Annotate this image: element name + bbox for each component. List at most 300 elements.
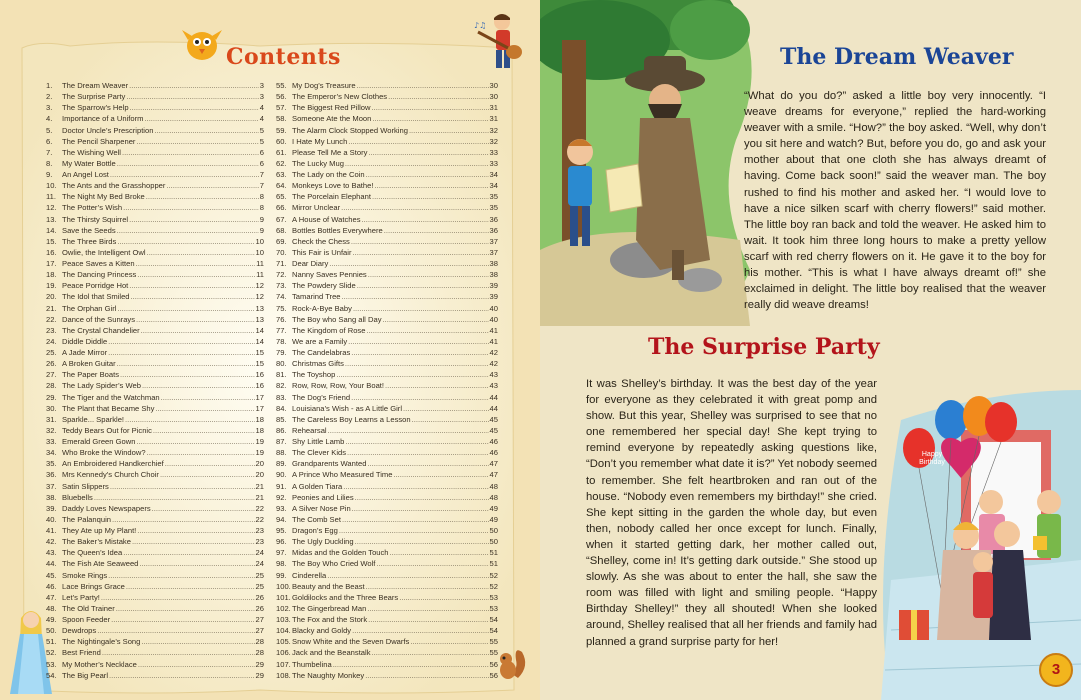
toc-entry <box>46 469 264 480</box>
toc-entry-number: 59. <box>276 125 287 135</box>
toc-entry-number: 22. <box>46 314 57 324</box>
toc-entry-number: 21. <box>46 303 57 313</box>
toc-entry-title: Daddy Loves Newspapers <box>62 503 151 513</box>
toc-entry <box>46 636 264 647</box>
toc-entry <box>46 481 264 492</box>
toc-entry-title: A Jade Mirror <box>62 348 108 357</box>
toc-leader-dots <box>352 625 488 636</box>
toc-entry-page: 34 <box>489 181 498 191</box>
toc-entry-page: 11 <box>256 259 264 268</box>
toc-entry-title: The Orphan Girl <box>62 303 117 313</box>
toc-entry-number: 29. <box>46 392 57 402</box>
toc-leader-dots <box>102 647 255 658</box>
toc-entry-page: 48 <box>489 481 498 491</box>
toc-entry <box>276 325 498 336</box>
toc-entry-title: The Dog’s Friend <box>292 392 351 402</box>
toc-entry-title: The Sparrow’s Help <box>62 103 129 113</box>
toc-leader-dots <box>372 102 489 113</box>
toc-leader-dots <box>122 147 259 158</box>
toc-leader-dots <box>357 280 489 291</box>
toc-entry-number: 105. <box>276 637 291 647</box>
toc-entry-title: Tamarind Tree <box>292 292 341 302</box>
toc-leader-dots <box>126 91 258 102</box>
toc-leader-dots <box>166 180 258 191</box>
toc-leader-dots <box>365 670 488 681</box>
toc-entry <box>276 536 498 547</box>
toc-entry-number: 97. <box>276 548 287 558</box>
toc-entry-page: 11 <box>256 270 264 280</box>
toc-entry-number: 2. <box>46 92 53 102</box>
toc-entry-page: 30 <box>489 92 498 102</box>
toc-entry-number: 37. <box>46 481 57 491</box>
toc-entry <box>46 614 264 625</box>
toc-entry-title: The Powdery Slide <box>292 281 356 291</box>
toc-leader-dots <box>345 358 489 369</box>
toc-entry-title: They Ate up My Plant! <box>62 526 137 535</box>
toc-entry <box>46 180 264 191</box>
toc-entry-number: 40. <box>46 514 57 524</box>
toc-entry-title: Check the Chess <box>292 236 350 246</box>
toc-entry <box>46 347 264 358</box>
toc-entry-page: 53 <box>489 592 498 602</box>
toc-entry-number: 62. <box>276 158 287 168</box>
toc-entry-number: 100. <box>276 581 291 591</box>
toc-entry <box>46 158 264 169</box>
toc-entry <box>276 202 498 213</box>
toc-leader-dots <box>368 269 489 280</box>
toc-entry <box>46 380 264 391</box>
toc-entry-page: 39 <box>489 292 498 302</box>
toc-entry-title: The Potter’s Wish <box>62 203 123 213</box>
toc-leader-dots <box>97 625 254 636</box>
toc-entry-title: We are a Family <box>292 336 348 346</box>
toc-entry-page: 42 <box>489 348 498 357</box>
toc-leader-dots <box>101 592 255 603</box>
toc-entry-page: 50 <box>489 537 498 547</box>
toc-entry <box>276 80 498 91</box>
toc-entry-number: 13. <box>46 214 57 224</box>
toc-entry-title: My Dog’s Treasure <box>292 81 356 90</box>
toc-leader-dots <box>390 547 489 558</box>
toc-entry-page: 7 <box>259 170 264 179</box>
toc-leader-dots <box>155 403 254 414</box>
toc-leader-dots <box>152 503 255 514</box>
toc-entry <box>46 425 264 436</box>
toc-entry-number: 14. <box>46 225 57 235</box>
toc-entry-title: Please Tell Me a Story <box>292 147 368 157</box>
toc-entry-number: 5. <box>46 125 53 135</box>
toc-entry <box>46 202 264 213</box>
toc-entry-page: 16 <box>255 381 264 391</box>
toc-leader-dots <box>410 636 488 647</box>
toc-entry <box>46 447 264 458</box>
toc-leader-dots <box>352 503 489 514</box>
toc-leader-dots <box>125 414 255 425</box>
toc-entry-page: 37 <box>489 236 498 246</box>
toc-entry-number: 36. <box>46 470 57 480</box>
toc-entry-number: 8. <box>46 158 53 168</box>
toc-leader-dots <box>348 336 488 347</box>
toc-entry-number: 84. <box>276 403 287 413</box>
toc-leader-dots <box>117 303 254 314</box>
toc-entry <box>46 503 264 514</box>
toc-entry-page: 56 <box>489 670 498 680</box>
toc-leader-dots <box>153 425 255 436</box>
toc-entry-number: 20. <box>46 292 57 302</box>
toc-leader-dots <box>110 481 255 492</box>
toc-entry-title: Peace Saves a Kitten <box>62 259 135 268</box>
toc-entry <box>46 403 264 414</box>
toc-leader-dots <box>333 659 489 670</box>
toc-entry <box>276 603 498 614</box>
toc-entry-page: 48 <box>489 492 498 502</box>
toc-leader-dots <box>129 280 254 291</box>
toc-entry-page: 45 <box>489 425 498 435</box>
toc-leader-dots <box>117 236 254 247</box>
toc-entry-title: My Mother’s Necklace <box>62 659 137 669</box>
toc-leader-dots <box>146 191 259 202</box>
toc-leader-dots <box>385 380 489 391</box>
toc-entry <box>276 236 498 247</box>
toc-entry <box>46 558 264 569</box>
toc-entry-page: 18 <box>255 414 264 424</box>
page-number-badge: 3 <box>1039 653 1073 687</box>
toc-leader-dots <box>342 514 489 525</box>
toc-leader-dots <box>342 291 489 302</box>
toc-entry-number: 83. <box>276 392 287 402</box>
toc-entry <box>46 525 264 536</box>
toc-entry <box>276 425 498 436</box>
toc-entry-title: Lace Brings Grace <box>62 581 125 591</box>
toc-leader-dots <box>108 347 254 358</box>
toc-entry-page: 21 <box>255 492 264 502</box>
toc-entry-number: 86. <box>276 425 287 435</box>
toc-entry <box>46 603 264 614</box>
toc-entry-title: The Boy Who Cried Wolf <box>292 559 376 569</box>
toc-entry-number: 4. <box>46 114 53 124</box>
toc-entry <box>276 592 498 603</box>
contents-page <box>0 0 540 700</box>
toc-entry-page: 25 <box>255 581 264 591</box>
toc-entry <box>276 514 498 525</box>
toc-entry-number: 104. <box>276 626 291 636</box>
toc-entry-page: 54 <box>489 615 498 624</box>
toc-entry-number: 28. <box>46 381 57 391</box>
toc-entry-page: 46 <box>489 437 498 446</box>
toc-entry-number: 55. <box>276 81 287 90</box>
toc-entry <box>46 191 264 202</box>
toc-entry-number: 24. <box>46 336 57 346</box>
toc-entry-title: The Baker’s Mistake <box>62 537 131 547</box>
toc-leader-dots <box>147 447 255 458</box>
toc-entry-title: The Lady on the Coin <box>292 170 365 179</box>
toc-entry-page: 8 <box>259 203 264 213</box>
toc-entry-title: The Night My Bed Broke <box>62 192 145 202</box>
toc-entry <box>276 125 498 136</box>
toc-leader-dots <box>353 303 489 314</box>
toc-leader-dots <box>327 570 488 581</box>
toc-entry <box>46 492 264 503</box>
contents-title: Contents <box>226 44 341 70</box>
toc-entry <box>46 581 264 592</box>
story1-text: “What do you do?” asked a little boy very innocently. “I weave dreams for everyone,” replied the hard-working weaver with a smile. “How?” the boy asked. “Well, why don’t you sit here and watch? But, before you do, go and ask your mother about that one cloth she has always dreamt of having. Come back soon!” said the weaver man. The boy rushed to find his mother and asked her. “I would love to have a nice silken scarf with cherry flowers!” said mother. The little boy ran back and told the weaver. He asked him to wait. It took him three long hours to make a pretty yellow scarf with red cherry flowers on it. He gave it to the boy for his mother. “This is what I have always dreamt of!” she exclaimed in delight. The little boy realised that the weaver really did weave dreams! <box>744 90 1046 312</box>
toc-entry <box>276 670 498 681</box>
toc-entry <box>276 403 498 414</box>
toc-entry-title: The Dream Weaver <box>62 81 129 90</box>
toc-entry-title: Sparkle... Sparkle! <box>62 414 125 424</box>
toc-leader-dots <box>144 113 258 124</box>
toc-entry <box>46 414 264 425</box>
toc-entry-number: 96. <box>276 537 287 547</box>
toc-entry <box>46 80 264 91</box>
toc-leader-dots <box>139 558 254 569</box>
toc-entry-number: 26. <box>46 359 57 369</box>
toc-entry-number: 9. <box>46 170 53 179</box>
toc-entry-title: The Ants and the Grasshopper <box>62 181 166 191</box>
toc-entry-title: The Fish Ate Seaweed <box>62 559 139 569</box>
toc-entry-page: 33 <box>489 158 498 168</box>
toc-leader-dots <box>154 125 258 136</box>
toc-entry <box>276 347 498 358</box>
toc-entry <box>276 636 498 647</box>
toc-leader-dots <box>136 136 258 147</box>
toc-entry-page: 25 <box>255 570 264 580</box>
toc-entry-number: 88. <box>276 448 287 458</box>
toc-leader-dots <box>366 169 489 180</box>
toc-leader-dots <box>355 492 489 503</box>
toc-entry-title: The Thirsty Squirrel <box>62 214 129 224</box>
toc-entry <box>276 102 498 113</box>
toc-entry-title: The Porcelain Elephant <box>292 192 371 202</box>
toc-leader-dots <box>137 269 255 280</box>
toc-entry <box>276 225 498 236</box>
toc-entry-page: 10 <box>255 247 264 257</box>
toc-entry-page: 13 <box>255 303 264 313</box>
toc-entry-title: The Careless Boy Learns a Lesson <box>292 414 411 424</box>
toc-entry-number: 11. <box>46 192 56 202</box>
toc-entry-page: 16 <box>255 370 264 380</box>
toc-leader-dots <box>142 380 255 391</box>
toc-entry-page: 28 <box>255 648 264 658</box>
toc-entry-page: 3 <box>259 92 264 102</box>
toc-entry-number: 95. <box>276 526 287 535</box>
toc-entry-page: 23 <box>255 526 264 535</box>
toc-leader-dots <box>120 369 255 380</box>
dream-weaver-illustration <box>540 0 770 330</box>
toc-entry <box>46 169 264 180</box>
toc-entry <box>276 180 498 191</box>
toc-entry <box>46 247 264 258</box>
toc-entry-title: A Prince Who Measured Time <box>292 470 393 480</box>
toc-entry <box>276 214 498 225</box>
toc-entry-page: 14 <box>255 325 264 335</box>
toc-entry-title: Let’s Party! <box>62 592 100 602</box>
toc-entry-number: 27. <box>46 370 57 380</box>
toc-entry-page: 39 <box>489 281 498 291</box>
toc-entry-number: 91. <box>276 481 287 491</box>
toc-entry-title: Who Broke the Window? <box>62 448 146 458</box>
toc-leader-dots <box>388 91 488 102</box>
toc-leader-dots <box>393 469 488 480</box>
toc-entry-number: 65. <box>276 192 287 202</box>
toc-entry <box>276 481 498 492</box>
toc-entry <box>276 492 498 503</box>
toc-entry-number: 93. <box>276 503 287 513</box>
toc-entry-title: A House of Watches <box>292 214 361 224</box>
toc-entry-page: 52 <box>489 581 498 591</box>
toc-entry <box>276 447 498 458</box>
toc-entry-number: 73. <box>276 281 287 291</box>
toc-entry-page: 35 <box>489 203 498 213</box>
toc-entry-page: 33 <box>489 147 498 157</box>
toc-entry-number: 92. <box>276 492 287 502</box>
toc-entry <box>46 436 264 447</box>
toc-leader-dots <box>160 469 255 480</box>
toc-entry-number: 106. <box>276 648 291 658</box>
contents-column-1 <box>46 80 264 681</box>
toc-entry-number: 102. <box>276 603 291 613</box>
toc-entry <box>46 125 264 136</box>
toc-entry-title: Dear Diary <box>292 259 329 268</box>
toc-entry-title: Rehearsal <box>292 425 327 435</box>
toc-entry-number: 45. <box>46 570 57 580</box>
toc-entry-number: 49. <box>46 615 57 624</box>
toc-entry-page: 41 <box>489 325 498 335</box>
toc-leader-dots <box>136 258 256 269</box>
toc-entry-number: 12. <box>46 203 57 213</box>
toc-leader-dots <box>109 670 255 681</box>
toc-entry <box>46 570 264 581</box>
toc-entry-page: 56 <box>489 659 498 669</box>
toc-entry-title: The Queen’s Idea <box>62 548 123 558</box>
toc-entry-number: 94. <box>276 514 287 524</box>
toc-entry <box>276 336 498 347</box>
toc-leader-dots <box>129 80 259 91</box>
toc-entry-title: This Fair is Unfair <box>292 247 352 257</box>
toc-entry-title: The Surprise Party <box>62 92 126 102</box>
toc-leader-dots <box>94 492 255 503</box>
toc-entry-page: 32 <box>489 136 498 146</box>
toc-entry-title: The Alarm Clock Stopped Working <box>292 125 408 135</box>
toc-entry-title: A Broken Guitar <box>62 359 116 369</box>
toc-entry-title: Bottles Bottles Everywhere <box>292 225 383 235</box>
toc-leader-dots <box>347 447 489 458</box>
toc-entry <box>46 102 264 113</box>
toc-entry-page: 17 <box>255 403 264 413</box>
toc-leader-dots <box>329 258 488 269</box>
toc-entry-number: 98. <box>276 559 287 569</box>
toc-entry-page: 5 <box>259 125 264 135</box>
toc-entry-page: 6 <box>259 147 264 157</box>
toc-entry <box>46 113 264 124</box>
toc-leader-dots <box>116 603 255 614</box>
toc-entry-page: 29 <box>255 670 264 680</box>
toc-entry-title: Blacky and Goldy <box>292 626 352 636</box>
toc-leader-dots <box>355 536 489 547</box>
story2-text: It was Shelley’s birthday. It was the best day of the year for everyone as they celebrated it with great pomp and show. But this year, Shelley was surprised to see that no one remembered her special day! She kept trying to remind everyone by repeatedly asking questions like, “Don’t you remember what date it is?” Yet nobody seemed to remember. She felt heartbroken and ran out of the house. “Nobody even remembers my birthday!” she cried. She kept sitting in the garden the whole day, but even then, nobody called her once except for lunch. Finally, when it started getting dark, her mother called out, “Shelley, come in! It’s getting dark outside.” She stood up slowly. As she was about to enter the hall, she saw the room was filled with light and smiling people. “Happy Birthday Shelley!” they all shouted! When she looked around, Shelley realised that all her friends and family had planned a grand surprise party for her! <box>586 378 877 648</box>
toc-leader-dots <box>345 158 489 169</box>
toc-leader-dots <box>126 581 255 592</box>
toc-entry-page: 12 <box>255 292 264 302</box>
toc-entry <box>276 147 498 158</box>
toc-entry-number: 46. <box>46 581 57 591</box>
toc-leader-dots <box>131 291 255 302</box>
toc-entry <box>46 625 264 636</box>
toc-entry-page: 34 <box>489 170 498 179</box>
toc-entry-number: 48. <box>46 603 57 613</box>
toc-leader-dots <box>111 614 254 625</box>
toc-entry <box>276 291 498 302</box>
toc-entry-title: Beauty and the Beast <box>292 581 365 591</box>
toc-entry-title: Satin Slippers <box>62 481 109 491</box>
toc-leader-dots <box>345 436 488 447</box>
toc-entry <box>46 547 264 558</box>
toc-entry-title: The Paper Boats <box>62 370 119 380</box>
toc-entry-number: 34. <box>46 448 57 458</box>
toc-entry <box>46 291 264 302</box>
toc-entry <box>276 158 498 169</box>
toc-entry <box>46 536 264 547</box>
toc-leader-dots <box>141 325 255 336</box>
toc-entry-page: 17 <box>255 392 264 402</box>
toc-entry-number: 108. <box>276 670 291 680</box>
toc-leader-dots <box>351 236 489 247</box>
toc-entry-title: Goldilocks and the Three Bears <box>292 592 399 602</box>
toc-entry-page: 38 <box>489 270 498 280</box>
toc-entry <box>46 358 264 369</box>
toc-entry-page: 37 <box>489 247 498 257</box>
toc-entry-title: Cinderella <box>292 570 327 580</box>
toc-entry-page: 3 <box>259 81 264 90</box>
toc-leader-dots <box>367 603 488 614</box>
toc-entry-title: Louisiana’s Wish - as A Little Girl <box>292 403 403 413</box>
toc-entry-title: Nanny Saves Pennies <box>292 270 367 280</box>
toc-leader-dots <box>108 336 254 347</box>
toc-entry-page: 53 <box>489 603 498 613</box>
toc-entry-number: 32. <box>46 425 57 435</box>
toc-entry-number: 85. <box>276 414 287 424</box>
toc-entry-page: 55 <box>489 637 498 647</box>
toc-entry-page: 21 <box>255 481 264 491</box>
toc-entry-number: 38. <box>46 492 57 502</box>
toc-entry-title: Smoke Rings <box>62 570 108 580</box>
toc-entry-number: 15. <box>46 236 57 246</box>
toc-entry-page: 46 <box>489 448 498 458</box>
toc-leader-dots <box>129 214 259 225</box>
toc-leader-dots <box>141 636 254 647</box>
toc-entry-number: 51. <box>46 637 57 647</box>
toc-entry-title: Dragon’s Egg <box>292 526 338 535</box>
toc-entry-number: 42. <box>46 537 57 547</box>
guitar-boy-icon <box>468 10 528 74</box>
toc-entry-page: 22 <box>255 514 264 524</box>
toc-entry-title: An Embroidered Handkerchief <box>62 459 164 469</box>
toc-entry <box>276 547 498 558</box>
balloon-text-line-2: Birthday <box>919 459 945 466</box>
toc-entry-number: 19. <box>46 281 57 291</box>
toc-entry <box>276 525 498 536</box>
toc-leader-dots <box>147 247 255 258</box>
toc-entry-title: Thumbelina <box>292 659 332 669</box>
toc-entry-page: 23 <box>255 537 264 547</box>
toc-leader-dots <box>403 403 489 414</box>
toc-leader-dots <box>328 425 489 436</box>
toc-entry <box>276 558 498 569</box>
toc-leader-dots <box>383 314 489 325</box>
toc-leader-dots <box>372 191 489 202</box>
toc-leader-dots <box>112 514 255 525</box>
toc-entry <box>46 514 264 525</box>
